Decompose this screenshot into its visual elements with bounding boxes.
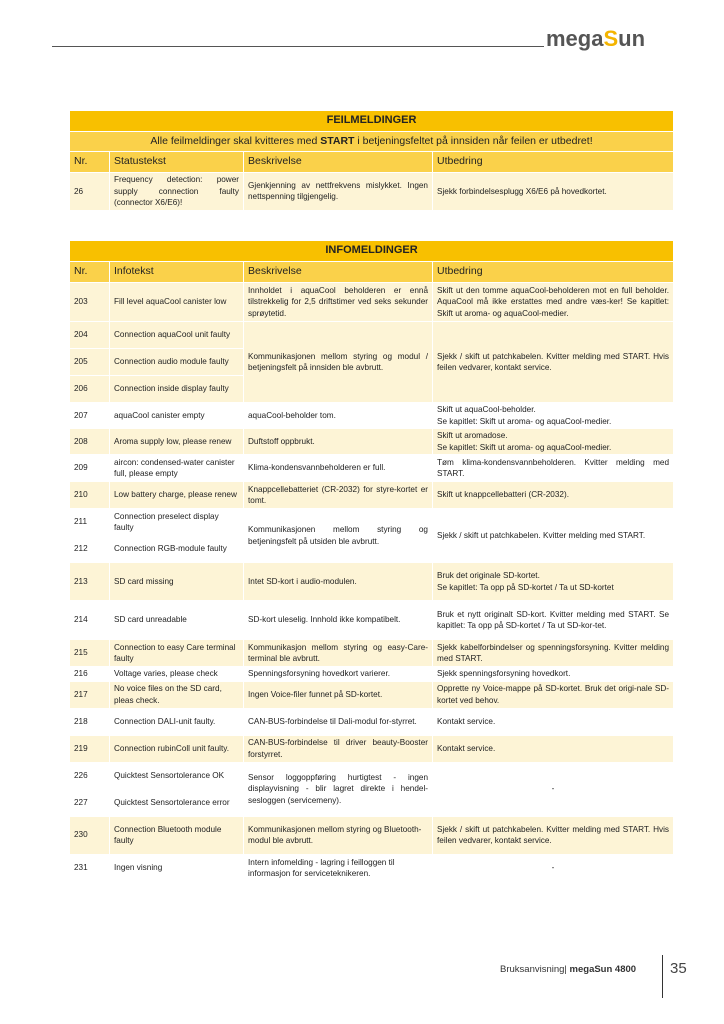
- col-remedy: Utbedring: [433, 262, 674, 283]
- col-nr: Nr.: [70, 262, 110, 283]
- col-nr: Nr.: [70, 152, 110, 173]
- footer-text: Bruksanvisning| megaSun 4800: [500, 964, 637, 975]
- table-row: 227 Quicktest Sensortolerance error: [70, 789, 674, 816]
- table-row: 230 Connection Bluetooth module faulty Kommunikasjonen mellom styring og Bluetooth-modul ble avbrutt. Sjekk / skift ut patchkabelen. Kvitter melding med START. Hvis feilen vedvarer, kontakt service.: [70, 816, 674, 854]
- col-description: Beskrivelse: [244, 152, 433, 173]
- table-row: 214 SD card unreadable SD-kort uleselig. Innhold ikke kompatibelt. Bruk et nytt originalt SD-kort. Kvitter melding med START. Se kapitlet: Ta opp på SD-kortet / Ta ut SD-kor-tet.: [70, 601, 674, 640]
- table-row: 211 Connection preselect display faulty Kommunikasjonen mellom styring og betjeningsfelt på utsiden ble avbrutt. Sjekk / skift ut patchkabelen. Kvitter melding med START.: [70, 509, 674, 536]
- table-row: 207 aquaCool canister empty aquaCool-beholder tom. Skift ut aquaCool-beholder. Se kapitlet: Skift ut aroma- og aquaCool-medier.: [70, 403, 674, 429]
- table-row: 231 Ingen visning Intern infomelding - lagring i feilloggen til informasjon for serviceteknikeren. -: [70, 854, 674, 882]
- table-row: 209 aircon: condensed-water canister full, please empty Klima-kondensvannbeholderen er full. Tøm klima-kondensvannbeholderen. Kvitter melding med START.: [70, 455, 674, 482]
- col-remedy: Utbedring: [433, 152, 674, 173]
- table-row: 219 Connection rubinColl unit faulty. CAN-BUS-forbindelse til driver beauty-Booster forstyrret. Kontakt service.: [70, 735, 674, 762]
- table-row: 206 Connection inside display faulty: [70, 376, 674, 403]
- table-row: 203 Fill level aquaCool canister low Innholdet i aquaCool beholderen er ennå tilstrekkelig for 2,5 driftstimer ved seks sekunder sprøytetid. Skift ut den tomme aquaCool-beholderen mot en full beholder. AquaCool må ikke erstattes med andre væs-ker! Se kapitlet: Skift ut aroma- og aquaCool-medier.: [70, 283, 674, 322]
- col-infotext: Infotekst: [110, 262, 244, 283]
- table-row: 205 Connection audio module faulty: [70, 349, 674, 376]
- table-title: FEILMELDINGER: [70, 111, 674, 132]
- col-description: Beskrivelse: [244, 262, 433, 283]
- table-row: 212 Connection RGB-module faulty: [70, 536, 674, 563]
- col-status: Statustekst: [110, 152, 244, 173]
- table-row: 226 Quicktest Sensortolerance OK Sensor loggoppføring hurtigtest - ingen displayvisning - blir lagret direkte i hendel-sesloggen (servicemeny). -: [70, 762, 674, 789]
- table-row: 217 No voice files on the SD card, pleas check. Ingen Voice-filer funnet på SD-kortet. Opprette ny Voice-mappe på SD-kortet. Bruk det origi-nale SD-kortet ved behov.: [70, 681, 674, 708]
- table-row: 218 Connection DALI-unit faulty. CAN-BUS-forbindelse til Dali-modul for-styrret. Kontakt service.: [70, 708, 674, 735]
- table-row: 204 Connection aquaCool unit faulty Kommunikasjonen mellom styring og modul / betjeningsfelt på innsiden ble avbrutt. Sjekk / skift ut patchkabelen. Kvitter melding med START. Hvis feilen vedvarer, kontakt service.: [70, 322, 674, 349]
- table-title: INFOMELDINGER: [70, 241, 674, 262]
- table-row: 216 Voltage varies, please check Spenningsforsyning hovedkort varierer. Sjekk spenningsforsyning hovedkort.: [70, 667, 674, 682]
- error-messages-table: [69, 110, 674, 211]
- header-rule: [52, 46, 544, 47]
- table-row: 210 Low battery charge, please renew Knappcellebatteriet (CR-2032) for styre-kortet er tomt. Skift ut knappcellebatteri (CR-2032).: [70, 482, 674, 509]
- info-messages-table: [69, 240, 674, 883]
- table-row: 215 Connection to easy Care terminal faulty Kommunikasjon mellom styring og easy-Care-terminal ble avbrutt. Sjekk kabelforbindelser og spenningsforsyning. Kvitter melding med START.: [70, 640, 674, 667]
- footer-divider: [662, 955, 663, 998]
- error-notice: Alle feilmeldinger skal kvitteres med START i betjeningsfeltet på innsiden når feilen er utbedret!: [70, 132, 674, 152]
- page-number: 35: [670, 960, 687, 977]
- table-row: 208 Aroma supply low, please renew Duftstoff oppbrukt. Skift ut aromadose. Se kapitlet: Skift ut aroma- og aquaCool-medier.: [70, 429, 674, 455]
- megasun-logo: megaSun: [546, 26, 646, 51]
- table-row: 26 Frequency detection: power supply connection faulty (connector X6/E6)! Gjenkjenning av nettfrekvens mislykket. Ingen nettspenning tilgjengelig. Sjekk forbindelsesplugg X6/E6 på hovedkortet.: [70, 173, 674, 211]
- table-row: 213 SD card missing Intet SD-kort i audio-modulen. Bruk det originale SD-kortet. Se kapitlet: Ta opp på SD-kortet / Ta ut SD-kortet: [70, 563, 674, 601]
